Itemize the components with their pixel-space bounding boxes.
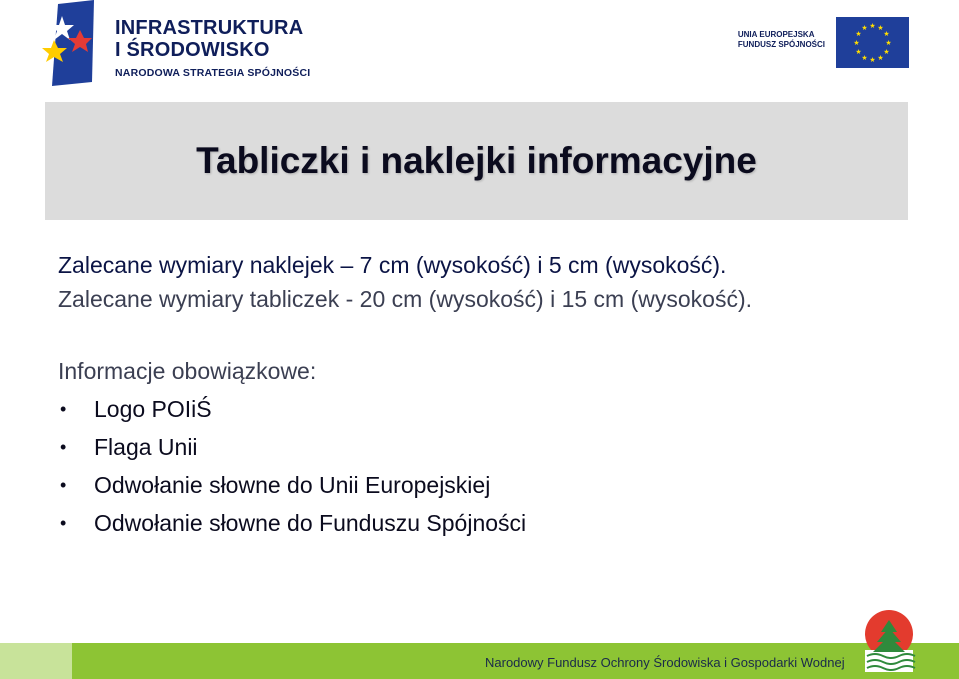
list-item-text: Flaga Unii [94, 434, 198, 460]
bullet-icon: • [60, 437, 67, 457]
eu-label-line2: FUNDUSZ SPÓJNOŚCI [737, 40, 825, 50]
svg-text:★: ★ [877, 54, 884, 62]
eu-label-line1: UNIA EUROPEJSKA [737, 30, 815, 39]
slide-title: Tabliczki i naklejki informacyjne [196, 140, 757, 181]
svg-text:★: ★ [877, 24, 884, 32]
program-logo-line3: NARODOWA STRATEGIA SPÓJNOŚCI [115, 67, 311, 79]
title-band [45, 102, 908, 220]
program-logo-line1: INFRASTRUKTURA [115, 17, 304, 39]
list-item [58, 504, 938, 542]
list-item [58, 466, 938, 504]
infrastruktura-logo-icon [40, 0, 102, 88]
svg-text:★: ★ [869, 22, 876, 30]
required-info-list [58, 390, 938, 542]
list-item-text: Logo POIiŚ [94, 396, 212, 422]
bullet-icon: • [60, 513, 67, 533]
eu-label [738, 30, 825, 51]
svg-text:★: ★ [861, 54, 868, 62]
program-logo-line2: I ŚRODOWISKO [115, 39, 270, 61]
slide-content [58, 248, 938, 542]
footer-accent [0, 643, 72, 679]
paragraph-plates: Zalecane wymiary tabliczek - 20 cm (wysokość) i 15 cm (wysokość). [58, 286, 752, 312]
list-item-text: Odwołanie słowne do Unii Europejskiej [94, 472, 491, 498]
list-item [58, 390, 938, 428]
svg-text:★: ★ [855, 48, 862, 56]
list-heading: Informacje obowiązkowe: [58, 358, 317, 384]
footer-text: Narodowy Fundusz Ochrony Środowiska i Gospodarki Wodnej [485, 655, 845, 670]
svg-text:★: ★ [861, 24, 868, 32]
eu-flag-icon [836, 17, 909, 68]
list-item [58, 428, 938, 466]
svg-text:★: ★ [855, 30, 862, 38]
bullet-icon: • [60, 475, 67, 495]
list-item-text: Odwołanie słowne do Funduszu Spójności [94, 510, 527, 536]
svg-text:★: ★ [869, 56, 876, 64]
program-logo-text [115, 18, 310, 79]
svg-text:★: ★ [883, 48, 890, 56]
program-logo [40, 0, 340, 88]
svg-text:★: ★ [883, 30, 890, 38]
svg-text:★: ★ [853, 39, 860, 47]
bullet-icon: • [60, 399, 67, 419]
paragraph-stickers: Zalecane wymiary naklejek – 7 cm (wysokość) i 5 cm (wysokość). [58, 252, 727, 278]
nfosigw-logo-icon [861, 610, 917, 672]
spacer [58, 316, 938, 354]
svg-text:★: ★ [885, 39, 892, 47]
